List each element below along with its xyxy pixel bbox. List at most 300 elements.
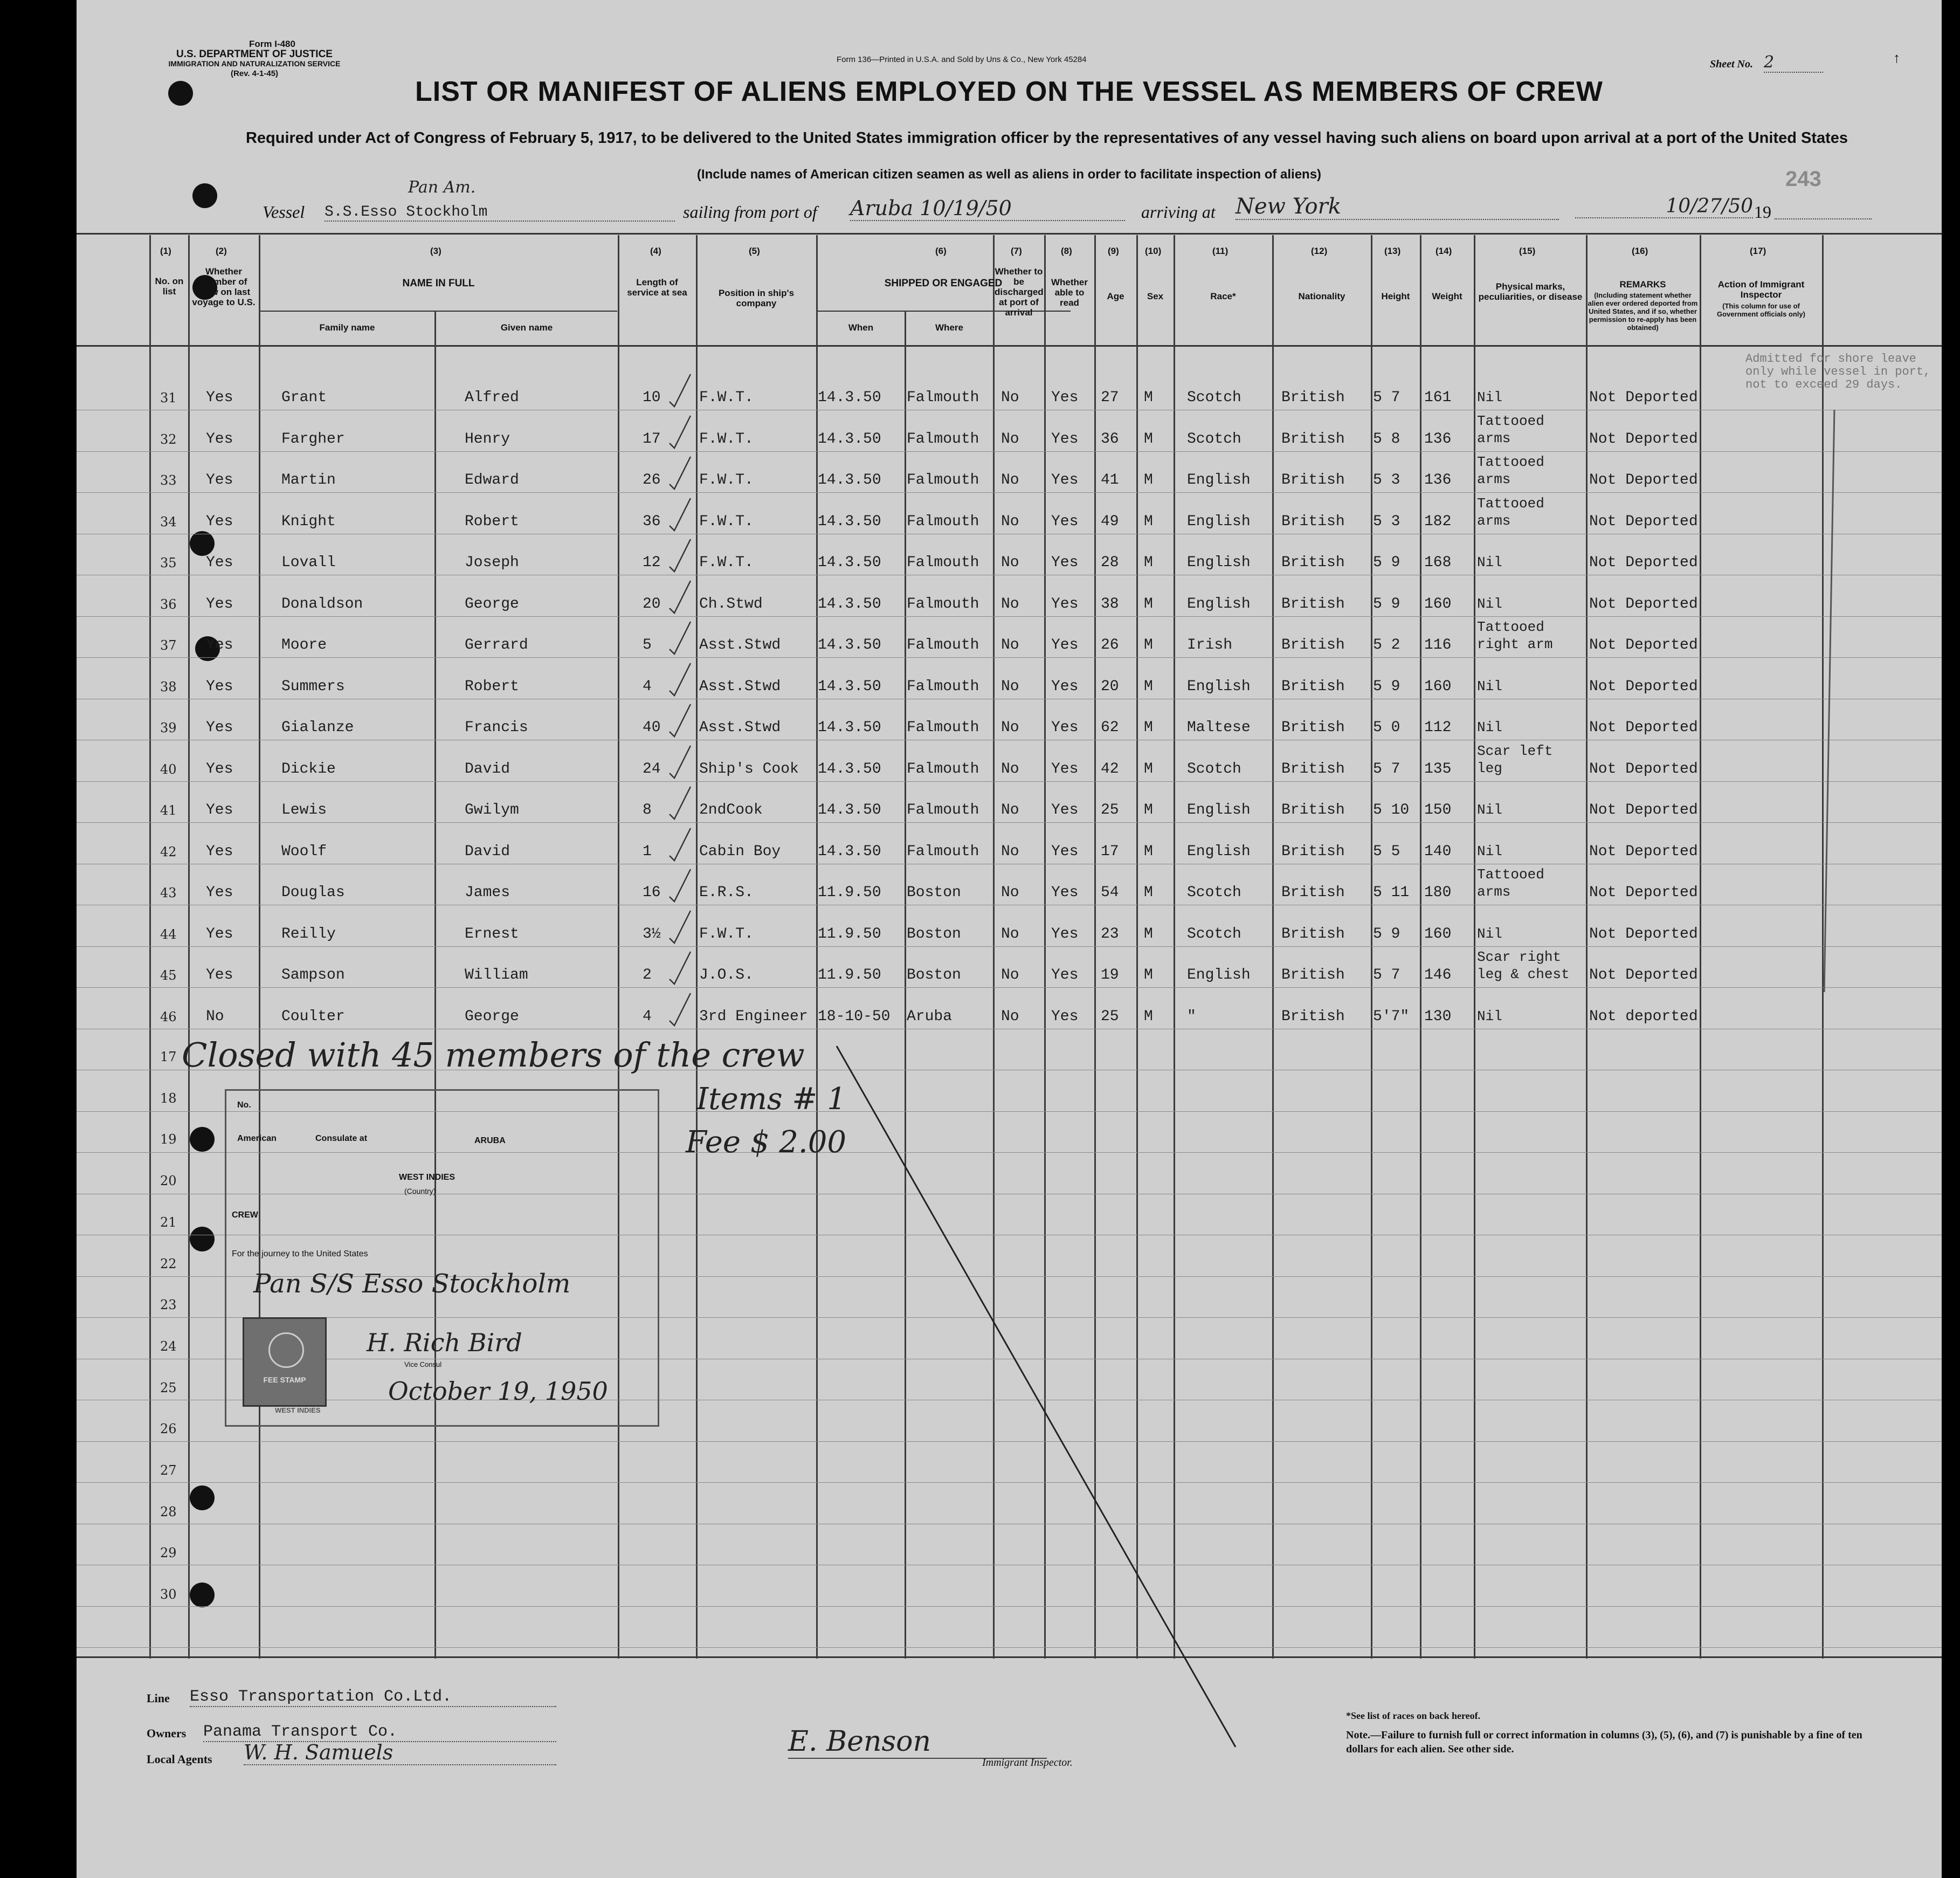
shipped-when: 14.3.50 — [818, 802, 881, 818]
empty-row-number: 25 — [160, 1380, 177, 1395]
punch-hole — [190, 1583, 215, 1607]
sex: M — [1144, 925, 1153, 943]
able-to-read: Yes — [1051, 719, 1079, 736]
discharged: No — [1001, 389, 1019, 406]
nationality: British — [1281, 719, 1345, 736]
position: F.W.T. — [699, 925, 754, 943]
col-head-position: Position in ship's company — [718, 288, 795, 308]
col-head-no: No. on list — [155, 276, 184, 297]
col-num-7: (7) — [1011, 246, 1022, 256]
height: 5 9 — [1373, 678, 1400, 695]
shipped-when: 14.3.50 — [818, 760, 881, 778]
shipped-where: Aruba — [907, 1008, 953, 1025]
row-number: 44 — [160, 926, 177, 942]
inspector-signature: E. Benson — [788, 1725, 1047, 1759]
col-head-read: Whether able to read — [1051, 277, 1088, 308]
given-name: Gerrard — [465, 637, 528, 653]
nationality: British — [1281, 843, 1345, 860]
length-of-service: 3½ — [643, 925, 661, 943]
remarks: Not Deported — [1589, 802, 1698, 818]
age: 36 — [1101, 430, 1119, 448]
stamp-vessel: Pan S/S Esso Stockholm — [253, 1269, 571, 1299]
given-name: James — [465, 884, 510, 901]
remarks: Not Deported — [1589, 884, 1698, 901]
family-name: Donaldson — [281, 595, 363, 613]
age: 49 — [1101, 513, 1119, 530]
length-of-service: 2 — [643, 967, 652, 983]
subhead-when: When — [848, 322, 874, 333]
family-name: Knight — [281, 513, 336, 530]
remarks: Not Deported — [1589, 925, 1698, 943]
race: English — [1187, 843, 1251, 860]
row-number: 31 — [160, 390, 177, 405]
remarks: Not Deported — [1589, 967, 1698, 983]
printer-line: Form 136—Printed in U.S.A. and Sold by Uns & Co., New York 45284 — [837, 55, 1087, 64]
able-to-read: Yes — [1051, 760, 1079, 778]
family-name: Reilly — [281, 925, 336, 943]
age: 17 — [1101, 843, 1119, 860]
position: F.W.T. — [699, 389, 754, 406]
position: 2ndCook — [699, 802, 763, 818]
shipped-when: 14.3.50 — [818, 843, 881, 860]
discharged: No — [1001, 430, 1019, 448]
crew-last-voyage: Yes — [206, 678, 233, 695]
length-of-service: 5 — [643, 637, 652, 653]
age: 38 — [1101, 595, 1119, 613]
stamp-number: 243 — [1785, 167, 1821, 191]
fee-note: Fee $ 2.00 — [686, 1125, 846, 1160]
row-number: 37 — [160, 638, 177, 653]
length-of-service: 1 — [643, 843, 652, 860]
age: 26 — [1101, 637, 1119, 653]
items-note: Items # 1 — [696, 1082, 846, 1117]
length-of-service: 24 — [643, 760, 661, 778]
crew-last-voyage: Yes — [206, 554, 233, 571]
able-to-read: Yes — [1051, 637, 1079, 653]
check-mark-icon — [667, 702, 694, 740]
length-of-service: 17 — [643, 430, 661, 448]
weight: 161 — [1424, 389, 1452, 406]
given-name: Francis — [465, 719, 528, 736]
empty-row-number: 28 — [160, 1504, 177, 1519]
shipped-when: 14.3.50 — [818, 554, 881, 571]
row-number: 38 — [160, 679, 177, 694]
physical-marks: Tattooed arms — [1477, 454, 1544, 487]
table-row — [77, 619, 1942, 666]
row-number: 34 — [160, 514, 177, 529]
shipped-where: Boston — [907, 967, 961, 983]
table-row — [77, 584, 1942, 625]
col-num-9: (9) — [1108, 246, 1119, 256]
weight: 146 — [1424, 967, 1452, 983]
sex: M — [1144, 389, 1153, 406]
shipped-when: 14.3.50 — [818, 595, 881, 613]
shipped-when: 14.3.50 — [818, 678, 881, 695]
sex: M — [1144, 967, 1153, 983]
remarks: Not Deported — [1589, 389, 1698, 406]
family-name: Lovall — [281, 554, 336, 571]
remarks: Not Deported — [1589, 637, 1698, 653]
punch-hole — [192, 183, 217, 208]
physical-marks: Tattooed arms — [1477, 866, 1544, 900]
nationality: British — [1281, 430, 1345, 448]
row-number: 32 — [160, 431, 177, 447]
col-num-15: (15) — [1519, 246, 1536, 256]
race: Scotch — [1187, 760, 1241, 778]
discharged: No — [1001, 1008, 1019, 1025]
position: Ship's Cook — [699, 760, 799, 778]
weight: 180 — [1424, 884, 1452, 901]
given-name: Robert — [465, 513, 519, 530]
col-num-10: (10) — [1145, 246, 1162, 256]
service: IMMIGRATION AND NATURALIZATION SERVICE — [168, 59, 341, 68]
punch-hole — [190, 1227, 215, 1251]
age: 42 — [1101, 760, 1119, 778]
row-number: 42 — [160, 844, 177, 859]
weight: 135 — [1424, 760, 1452, 778]
stamp-journey: For the journey to the United States — [232, 1249, 368, 1258]
given-name: David — [465, 760, 510, 778]
col-num-5: (5) — [749, 246, 760, 256]
height: 5 10 — [1373, 802, 1410, 818]
race: " — [1187, 1008, 1196, 1025]
shipped-where: Falmouth — [907, 637, 979, 653]
vessel-label: Vessel — [263, 202, 305, 222]
check-mark-icon — [667, 496, 694, 534]
given-name: William — [465, 967, 528, 983]
line-label: Line — [147, 1691, 170, 1705]
discharged: No — [1001, 554, 1019, 571]
family-name: Sampson — [281, 967, 345, 983]
col-head-length: Length of service at sea — [627, 277, 687, 298]
closing-note: Closed with 45 members of the crew — [182, 1035, 805, 1075]
arrival-port: New York — [1236, 194, 1559, 220]
consular-stamp — [225, 1089, 659, 1427]
sex: M — [1144, 760, 1153, 778]
nationality: British — [1281, 760, 1345, 778]
age: 19 — [1101, 967, 1119, 983]
given-name: Edward — [465, 472, 519, 489]
col-num-16: (16) — [1632, 246, 1648, 256]
crew-last-voyage: Yes — [206, 719, 233, 736]
table-row — [77, 542, 1942, 583]
remarks: Not Deported — [1589, 513, 1698, 530]
sex: M — [1144, 472, 1153, 489]
nationality: British — [1281, 678, 1345, 695]
inspector-note: (This column for use of Government officials only) — [1717, 302, 1805, 318]
position: 3rd Engineer — [699, 1008, 808, 1025]
able-to-read: Yes — [1051, 678, 1079, 695]
length-of-service: 40 — [643, 719, 661, 736]
sex: M — [1144, 513, 1153, 530]
able-to-read: Yes — [1051, 595, 1079, 613]
discharged: No — [1001, 513, 1019, 530]
page-title: LIST OR MANIFEST OF ALIENS EMPLOYED ON THE VESSEL AS MEMBERS OF CREW — [415, 76, 1603, 107]
sex: M — [1144, 802, 1153, 818]
height: 5 5 — [1373, 843, 1400, 860]
table-row — [77, 831, 1942, 872]
discharged: No — [1001, 802, 1019, 818]
stamp-crew: CREW — [232, 1210, 258, 1220]
race: Scotch — [1187, 884, 1241, 901]
empty-row-number: 24 — [160, 1338, 177, 1354]
remarks-note: (Including statement whether alien ever ordered deported from United States, and if so, whether permission to re-apply has been obtained) — [1588, 291, 1698, 332]
weight: 136 — [1424, 472, 1452, 489]
position: F.W.T. — [699, 472, 754, 489]
table-row — [77, 742, 1942, 790]
race: Scotch — [1187, 389, 1241, 406]
row-rule — [77, 616, 1942, 617]
stamp-place: ARUBA — [474, 1136, 506, 1145]
able-to-read: Yes — [1051, 389, 1079, 406]
shipped-where: Falmouth — [907, 843, 979, 860]
shipped-where: Falmouth — [907, 760, 979, 778]
position: Ch.Stwd — [699, 595, 763, 613]
height: 5 9 — [1373, 925, 1400, 943]
remarks: Not Deported — [1589, 719, 1698, 736]
age: 28 — [1101, 554, 1119, 571]
shipped-when: 14.3.50 — [818, 430, 881, 448]
row-rule — [77, 822, 1942, 823]
crew-last-voyage: Yes — [206, 472, 233, 489]
age: 25 — [1101, 802, 1119, 818]
discharged: No — [1001, 472, 1019, 489]
physical-marks: Nil — [1477, 1008, 1502, 1024]
subtitle: Required under Act of Congress of February 5, 1917, to be delivered to the United States immigration officer by the representatives of any vessel having such aliens on board upon arrival at a port of the United States — [245, 129, 1848, 147]
manifest-page — [77, 0, 1942, 1878]
table-row — [77, 996, 1942, 1037]
stamp-no-label: No. — [237, 1100, 251, 1110]
race: English — [1187, 678, 1251, 695]
remarks: Not Deported — [1589, 843, 1698, 860]
fee-stamp — [243, 1317, 327, 1407]
family-name: Grant — [281, 389, 327, 406]
sex: M — [1144, 1008, 1153, 1025]
col-head-marks: Physical marks, peculiarities, or disease — [1478, 281, 1583, 302]
form-number: Form I-480 — [249, 39, 295, 49]
name-subhead-rule — [260, 311, 617, 312]
remarks: Not deported — [1589, 1008, 1698, 1025]
height: 5 3 — [1373, 513, 1400, 530]
col-head-race: Race* — [1210, 291, 1236, 301]
check-mark-icon — [667, 785, 694, 822]
empty-row-number: 23 — [160, 1297, 177, 1313]
table-row — [77, 412, 1942, 460]
col-head-name: NAME IN FULL — [402, 278, 475, 289]
owners-label: Owners — [147, 1726, 187, 1740]
race: English — [1187, 595, 1251, 613]
able-to-read: Yes — [1051, 884, 1079, 901]
nationality: British — [1281, 802, 1345, 818]
owners-value: Panama Transport Co. — [203, 1723, 556, 1742]
crew-last-voyage: Yes — [206, 884, 233, 901]
position: Asst.Stwd — [699, 637, 781, 653]
consul-signature: H. Rich Bird — [367, 1328, 522, 1357]
col-num-6: (6) — [935, 246, 947, 256]
shipped-when: 11.9.50 — [818, 884, 881, 901]
position: Asst.Stwd — [699, 678, 781, 695]
table-row — [77, 495, 1942, 542]
family-name: Douglas — [281, 884, 345, 901]
age: 20 — [1101, 678, 1119, 695]
physical-marks: Nil — [1477, 389, 1502, 405]
sex: M — [1144, 637, 1153, 653]
height: 5 8 — [1373, 430, 1400, 448]
check-mark-icon — [667, 950, 694, 987]
inspector-label: Immigrant Inspector. — [982, 1757, 1073, 1769]
able-to-read: Yes — [1051, 1008, 1079, 1025]
physical-marks: Nil — [1477, 595, 1502, 612]
penalty-note — [1346, 1728, 1885, 1756]
race: Irish — [1187, 637, 1233, 653]
punch-hole — [190, 1485, 215, 1510]
family-name: Coulter — [281, 1008, 345, 1025]
col-head-remarks: REMARKS — [1619, 279, 1666, 290]
arrival-date: 10/27/50 — [1575, 195, 1753, 218]
year-label: 19 — [1754, 202, 1771, 222]
able-to-read: Yes — [1051, 430, 1079, 448]
weight: 116 — [1424, 637, 1452, 653]
stamp-country: (Country) — [404, 1187, 436, 1195]
sex: M — [1144, 884, 1153, 901]
able-to-read: Yes — [1051, 472, 1079, 489]
physical-marks: Scar left leg — [1477, 742, 1553, 776]
nationality: British — [1281, 554, 1345, 571]
row-number: 35 — [160, 555, 177, 570]
shipped-when: 14.3.50 — [818, 389, 881, 406]
height: 5 2 — [1373, 637, 1400, 653]
note-line: (Include names of American citizen seamen as well as aliens in order to facilitate inspection of aliens) — [696, 167, 1322, 182]
given-name: David — [465, 843, 510, 860]
check-mark-icon — [667, 537, 694, 575]
family-name: Lewis — [281, 802, 327, 818]
physical-marks: Nil — [1477, 843, 1502, 859]
given-name: Joseph — [465, 554, 519, 571]
nationality: British — [1281, 637, 1345, 653]
row-rule — [77, 987, 1942, 988]
empty-row-number: 17 — [160, 1049, 177, 1064]
sex: M — [1144, 430, 1153, 448]
height: 5 7 — [1373, 760, 1400, 778]
col-num-1: (1) — [160, 246, 171, 256]
height: 5 7 — [1373, 389, 1400, 406]
col-head-nationality: Nationality — [1298, 291, 1345, 301]
shipped-where: Falmouth — [907, 472, 979, 489]
given-name: George — [465, 1008, 519, 1025]
row-number: 40 — [160, 761, 177, 777]
physical-marks: Nil — [1477, 925, 1502, 942]
crew-last-voyage: Yes — [206, 967, 233, 983]
col-num-11: (11) — [1212, 246, 1229, 256]
shipped-where: Falmouth — [907, 554, 979, 571]
age: 23 — [1101, 925, 1119, 943]
row-rule — [77, 492, 1942, 493]
check-mark-icon — [667, 579, 694, 616]
empty-row-number: 30 — [160, 1587, 177, 1602]
race: English — [1187, 554, 1251, 571]
row-number: 39 — [160, 720, 177, 735]
height: 5 3 — [1373, 472, 1400, 489]
col-num-13: (13) — [1384, 246, 1401, 256]
length-of-service: 4 — [643, 1008, 652, 1025]
discharged: No — [1001, 884, 1019, 901]
weight: 168 — [1424, 554, 1452, 571]
remarks: Not Deported — [1589, 595, 1698, 613]
shipped-where: Boston — [907, 884, 961, 901]
col-head-discharged: Whether to be discharged at port of arrival — [995, 266, 1044, 318]
corner-mark: ↑ — [1893, 50, 1900, 66]
physical-marks: Tattooed arms — [1477, 495, 1544, 529]
empty-row-number: 29 — [160, 1545, 177, 1561]
crew-last-voyage: Yes — [206, 760, 233, 778]
note-label: Note. — [1346, 1729, 1370, 1741]
check-mark-icon — [667, 455, 694, 492]
length-of-service: 20 — [643, 595, 661, 613]
check-mark-icon — [667, 372, 694, 410]
discharged: No — [1001, 678, 1019, 695]
agents-label: Local Agents — [147, 1752, 212, 1766]
shipped-where: Falmouth — [907, 430, 979, 448]
height: 5'7" — [1373, 1008, 1410, 1025]
crew-last-voyage: Yes — [206, 802, 233, 818]
year-blank — [1775, 218, 1872, 219]
age: 54 — [1101, 884, 1119, 901]
discharged: No — [1001, 637, 1019, 653]
able-to-read: Yes — [1051, 925, 1079, 943]
family-name: Moore — [281, 637, 327, 653]
shipped-where: Falmouth — [907, 678, 979, 695]
family-name: Woolf — [281, 843, 327, 860]
height: 5 9 — [1373, 554, 1400, 571]
nationality: British — [1281, 1008, 1345, 1025]
crew-last-voyage: Yes — [206, 925, 233, 943]
table-row — [77, 914, 1942, 955]
empty-row-number: 26 — [160, 1421, 177, 1437]
race: English — [1187, 472, 1251, 489]
sex: M — [1144, 719, 1153, 736]
sheet-label: Sheet No. — [1710, 58, 1753, 70]
position: F.W.T. — [699, 513, 754, 530]
shipped-when: 11.9.50 — [818, 967, 881, 983]
discharged: No — [1001, 925, 1019, 943]
department: U.S. DEPARTMENT OF JUSTICE — [176, 49, 333, 60]
shipped-where: Falmouth — [907, 802, 979, 818]
physical-marks: Nil — [1477, 802, 1502, 818]
check-mark-icon — [667, 909, 694, 946]
col-num-8: (8) — [1061, 246, 1072, 256]
race: English — [1187, 967, 1251, 983]
check-mark-icon — [667, 991, 694, 1029]
discharged: No — [1001, 843, 1019, 860]
shipped-where: Falmouth — [907, 389, 979, 406]
fee-stamp-label: FEE STAMP — [263, 1375, 306, 1384]
table-row — [77, 866, 1942, 913]
weight: 150 — [1424, 802, 1452, 818]
sailing-label: sailing from port of — [683, 202, 817, 222]
family-name: Gialanze — [281, 719, 354, 736]
physical-marks: Nil — [1477, 678, 1502, 694]
shore-leave-annotation: Admitted for shore leave only while vessel in port, not to exceed 29 days. — [1745, 352, 1931, 391]
shipped-when: 18-10-50 — [818, 1008, 891, 1025]
position: Cabin Boy — [699, 843, 781, 860]
stamp-consulate-label: Consulate at — [315, 1134, 368, 1143]
vessel-name: S.S.Esso Stockholm — [325, 204, 675, 222]
table-row — [77, 707, 1942, 748]
row-rule — [77, 781, 1942, 782]
col-head-sex: Sex — [1147, 291, 1164, 301]
row-number: 36 — [160, 596, 177, 612]
col-head-inspector: Action of Immigrant Inspector — [1717, 279, 1805, 300]
